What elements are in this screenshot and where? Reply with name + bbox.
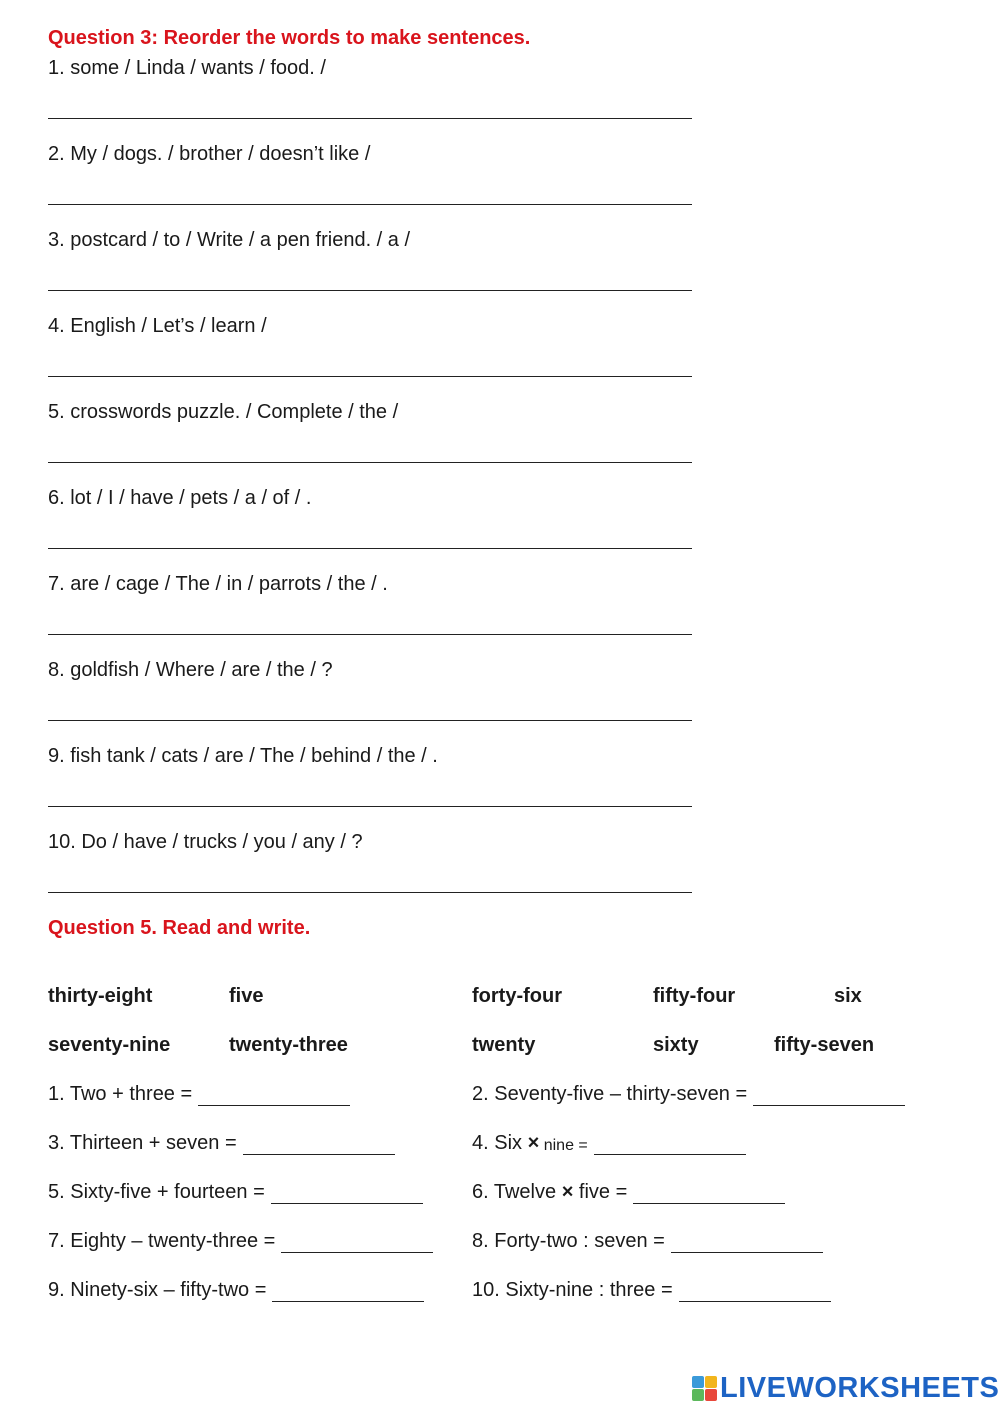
answer-blank[interactable] [198,1083,350,1106]
calc-item-1 [48,1083,350,1106]
answer-blank[interactable] [281,1230,433,1253]
logo-tile-3 [692,1389,704,1401]
calc-text: 3. Thirteen + seven = [48,1132,237,1154]
calc-text: 9. Ninety-six – fifty-two = [48,1279,267,1301]
logo-text: LIVEWORKSHEETS [720,1372,1000,1404]
word-bank-item: fifty-seven [774,1034,875,1056]
question-5-title: Question 5. Read and write. [48,917,311,939]
calc-item-10 [472,1279,831,1302]
calc-item-6 [472,1181,785,1204]
multiply-icon: × [561,1181,574,1203]
answer-blank[interactable] [271,1181,423,1204]
logo-mark-icon [692,1376,717,1401]
multiply-icon: × [527,1132,540,1154]
q3-answer-line-8[interactable] [48,720,692,721]
q3-item-8: 8. goldfish / Where / are / the / ? [48,659,333,681]
word-bank-item: fifty-four [653,985,736,1007]
q3-answer-line-6[interactable] [48,548,692,549]
answer-blank[interactable] [679,1279,831,1302]
calc-item-3 [48,1132,395,1155]
q3-item-9: 9. fish tank / cats / are / The / behind / the / . [48,745,438,767]
answer-blank[interactable] [671,1230,823,1253]
word-bank-item: sixty [653,1034,699,1056]
question-3-title: Question 3: Reorder the words to make sentences. [48,27,531,49]
calc-text: nine = [539,1137,588,1154]
word-bank-item: forty-four [472,985,562,1007]
calc-text: 6. Twelve [472,1181,562,1203]
q3-answer-line-3[interactable] [48,290,692,291]
q3-item-6: 6. lot / I / have / pets / a / of / . [48,487,312,509]
word-bank-item: five [229,985,264,1007]
q3-answer-line-10[interactable] [48,892,692,893]
calc-item-7 [48,1230,433,1253]
logo-tile-4 [705,1389,717,1401]
answer-blank[interactable] [594,1132,746,1155]
word-bank-item: seventy-nine [48,1034,171,1056]
calc-item-5 [48,1181,423,1204]
calc-item-4 [472,1132,746,1155]
q3-answer-line-7[interactable] [48,634,692,635]
calc-text: 5. Sixty-five + fourteen = [48,1181,265,1203]
calc-text: 7. Eighty – twenty-three = [48,1230,276,1252]
logo-tile-1 [692,1376,704,1388]
q3-item-7: 7. are / cage / The / in / parrots / the / . [48,573,388,595]
calc-text: 1. Two + three = [48,1083,193,1105]
calc-item-8 [472,1230,823,1253]
q3-item-1: 1. some / Linda / wants / food. / [48,57,326,79]
calc-item-2 [472,1083,905,1106]
calc-text: 8. Forty-two : seven = [472,1230,665,1252]
calc-text: 2. Seventy-five – thirty-seven = [472,1083,748,1105]
q3-item-5: 5. crosswords puzzle. / Complete / the / [48,401,399,423]
calc-item-9 [48,1279,424,1302]
q3-answer-line-4[interactable] [48,376,692,377]
calc-text: five = [573,1181,628,1203]
calc-text: 4. Six [472,1132,528,1154]
q3-answer-line-1[interactable] [48,118,692,119]
answer-blank[interactable] [243,1132,395,1155]
word-bank-item: six [834,985,862,1007]
logo-tile-2 [705,1376,717,1388]
q3-answer-line-9[interactable] [48,806,692,807]
calc-text: 10. Sixty-nine : three = [472,1279,673,1301]
q3-item-4: 4. English / Let’s / learn / [48,315,267,337]
answer-blank[interactable] [633,1181,785,1204]
q3-answer-line-2[interactable] [48,204,692,205]
word-bank-item: twenty-three [229,1034,348,1056]
word-bank-item: thirty-eight [48,985,153,1007]
answer-blank[interactable] [753,1083,905,1106]
liveworksheets-logo [692,1372,999,1405]
q3-item-3: 3. postcard / to / Write / a pen friend. / a / [48,229,411,251]
word-bank-item: twenty [472,1034,536,1056]
answer-blank[interactable] [272,1279,424,1302]
q3-answer-line-5[interactable] [48,462,692,463]
q3-item-2: 2. My / dogs. / brother / doesn’t like / [48,143,371,165]
q3-item-10: 10. Do / have / trucks / you / any / ? [48,831,363,853]
